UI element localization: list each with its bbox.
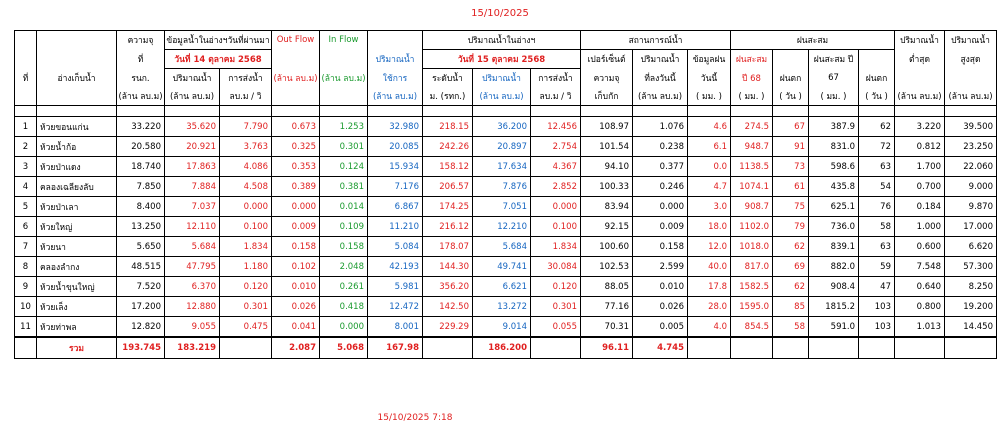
cell-crel: 0.000 [531,197,581,217]
header-row-4: (ล้าน ลบ.ม) (ล้าน ลบ.ม) ลบ.ม / วิ (ล้าน ลบ.ม) ม. (รทก.) (ล้าน ลบ.ม) ลบ.ม / วิ เก็บกัก (ล้าน ลบ.ม) ( มม. ) ( มม. ) ( วัน ) ( มม. ) ( วัน ) (ล้าน ลบ.ม) (ล้าน ลบ.ม) [15,87,997,106]
cell-pct: 101.54 [581,137,633,157]
table-row [15,197,997,217]
cell-r67: 1815.2 [809,297,859,317]
cell-cap: 20.580 [117,137,165,157]
cell-tin: 0.158 [633,237,688,257]
cell-cap: 18.740 [117,157,165,177]
cell-use: 7.176 [368,177,423,197]
cell-r68: 908.7 [731,197,773,217]
cell-d67: 72 [859,137,895,157]
cell-name: คลองเฉลียงลับ [37,177,117,197]
cell-no: 10 [15,297,37,317]
report-date: 15/10/2025 [471,8,529,19]
cell-pct: 102.53 [581,257,633,277]
table-row [15,217,997,237]
cell-d67: 76 [859,197,895,217]
cell-r68: 948.7 [731,137,773,157]
cell-min: 0.600 [895,237,945,257]
cell-lvl: 229.29 [423,317,473,338]
cell-name: ห้วยน้ำก้อ [37,137,117,157]
cell-min: 1.000 [895,217,945,237]
cell-out: 0.325 [272,137,320,157]
cell-pct: 108.97 [581,117,633,137]
cell-crel: 12.456 [531,117,581,137]
table-row [15,137,997,157]
cell-d68: 61 [773,177,809,197]
cell-pvol: 20.921 [165,137,220,157]
cell-tin: 0.010 [633,277,688,297]
table-row [15,317,997,338]
cell-prel: 1.180 [220,257,272,277]
cell-pvol: 12.880 [165,297,220,317]
cell-in: 0.158 [320,237,368,257]
cell-use: 32.980 [368,117,423,137]
cell-r68: 1138.5 [731,157,773,177]
cell-crel: 2.754 [531,137,581,157]
cell-cvol: 9.014 [473,317,531,338]
cell-max: 9.000 [945,177,997,197]
cell-name: ห้วยใหญ่ [37,217,117,237]
cell-r68: 1102.0 [731,217,773,237]
cell-pvol: 6.370 [165,277,220,297]
cell-crel: 0.120 [531,277,581,297]
cell-r67: 591.0 [809,317,859,338]
cell-rain: 40.0 [688,257,731,277]
cell-name: ห้วยนา [37,237,117,257]
cell-cvol: 36.200 [473,117,531,137]
cell-tin: 0.246 [633,177,688,197]
cell-cap: 8.400 [117,197,165,217]
cell-prel: 0.475 [220,317,272,338]
cell-in: 2.048 [320,257,368,277]
table-row [15,277,997,297]
cell-pvol: 17.863 [165,157,220,177]
cell-d68: 58 [773,317,809,338]
cell-use: 6.867 [368,197,423,217]
header-row-3: ที่ อ่างเก็บน้ำ รนก. ปริมาณน้ำ การส่งน้ำ (ล้าน ลบ.ม) (ล้าน ลบ.ม) ใช้การ ระดับน้ำ ปริมาณน้ำ การส่งน้ำ ความจุ ที่ลงวันนี้ วันนี้ ปี 68 ฝนตก 67 ฝนตก [15,69,997,88]
cell-r67: 908.4 [809,277,859,297]
cell-r68: 1582.5 [731,277,773,297]
cell-min: 1.013 [895,317,945,338]
total-row: รวม 193.745 183.219 2.087 5.068 167.98 186.200 96.11 4.745 [15,337,997,359]
cell-name: ห้วยขอนแก่น [37,117,117,137]
cell-r68: 1074.1 [731,177,773,197]
cell-min: 1.700 [895,157,945,177]
cell-use: 5.981 [368,277,423,297]
cell-min: 0.800 [895,297,945,317]
cell-min: 3.220 [895,117,945,137]
cell-crel: 0.055 [531,317,581,338]
cell-r68: 817.0 [731,257,773,277]
table-row [15,157,997,177]
cell-out: 0.000 [272,197,320,217]
cell-no: 6 [15,217,37,237]
cell-tin: 0.005 [633,317,688,338]
cell-rain: 12.0 [688,237,731,257]
cell-d67: 103 [859,317,895,338]
cell-crel: 4.367 [531,157,581,177]
cell-r68: 1018.0 [731,237,773,257]
cell-no: 3 [15,157,37,177]
footer-timestamp: 15/10/2025 7:18 [377,413,453,423]
cell-r67: 598.6 [809,157,859,177]
cell-no: 9 [15,277,37,297]
cell-prel: 0.120 [220,277,272,297]
cell-d67: 54 [859,177,895,197]
cell-r67: 435.8 [809,177,859,197]
cell-name: ห้วยป่าเลา [37,197,117,217]
cell-in: 0.261 [320,277,368,297]
cell-lvl: 158.12 [423,157,473,177]
cell-r67: 882.0 [809,257,859,277]
cell-pvol: 7.037 [165,197,220,217]
cell-tin: 1.076 [633,117,688,137]
cell-pct: 88.05 [581,277,633,297]
cell-pvol: 5.684 [165,237,220,257]
cell-min: 0.640 [895,277,945,297]
cell-d68: 62 [773,237,809,257]
cell-min: 0.184 [895,197,945,217]
cell-tin: 0.377 [633,157,688,177]
cell-out: 0.673 [272,117,320,137]
cell-max: 23.250 [945,137,997,157]
cell-max: 39.500 [945,117,997,137]
cell-d68: 67 [773,117,809,137]
cell-tin: 0.009 [633,217,688,237]
cell-max: 6.620 [945,237,997,257]
cell-crel: 1.834 [531,237,581,257]
cell-cvol: 49.741 [473,257,531,277]
cell-pct: 100.60 [581,237,633,257]
cell-pvol: 35.620 [165,117,220,137]
cell-in: 0.418 [320,297,368,317]
cell-in: 0.000 [320,317,368,338]
table-row [15,297,997,317]
cell-in: 0.124 [320,157,368,177]
cell-d67: 47 [859,277,895,297]
cell-r67: 625.1 [809,197,859,217]
cell-lvl: 174.25 [423,197,473,217]
cell-in: 0.109 [320,217,368,237]
cell-rain: 28.0 [688,297,731,317]
cell-tin: 2.599 [633,257,688,277]
cell-d68: 75 [773,197,809,217]
cell-name: คลองลำกง [37,257,117,277]
cell-cvol: 7.051 [473,197,531,217]
cell-r68: 1595.0 [731,297,773,317]
table-row [15,177,997,197]
cell-lvl: 218.15 [423,117,473,137]
cell-rain: 4.0 [688,317,731,338]
table-row [15,117,997,137]
cell-lvl: 242.26 [423,137,473,157]
table-row [15,257,997,277]
cell-prel: 4.086 [220,157,272,177]
cell-rain: 0.0 [688,157,731,177]
cell-tin: 0.000 [633,197,688,217]
cell-no: 1 [15,117,37,137]
cell-name: ห้วยเล็ง [37,297,117,317]
cell-min: 0.812 [895,137,945,157]
cell-lvl: 144.30 [423,257,473,277]
cell-d67: 62 [859,117,895,137]
cell-out: 0.102 [272,257,320,277]
cell-tin: 0.026 [633,297,688,317]
cell-name: ห้วยน้ำขุนใหญ่ [37,277,117,297]
cell-max: 22.060 [945,157,997,177]
cell-cvol: 5.684 [473,237,531,257]
cell-cap: 17.200 [117,297,165,317]
cell-rain: 3.0 [688,197,731,217]
cell-in: 0.381 [320,177,368,197]
cell-prel: 1.834 [220,237,272,257]
cell-r67: 736.0 [809,217,859,237]
cell-pct: 70.31 [581,317,633,338]
cell-d67: 103 [859,297,895,317]
cell-prel: 3.763 [220,137,272,157]
cell-no: 5 [15,197,37,217]
cell-d68: 85 [773,297,809,317]
cell-r68: 854.5 [731,317,773,338]
cell-pvol: 9.055 [165,317,220,338]
cell-out: 0.389 [272,177,320,197]
cell-prel: 4.508 [220,177,272,197]
cell-tin: 0.238 [633,137,688,157]
cell-pct: 94.10 [581,157,633,177]
cell-d68: 73 [773,157,809,177]
cell-out: 0.026 [272,297,320,317]
cell-d68: 69 [773,257,809,277]
cell-in: 0.301 [320,137,368,157]
cell-pvol: 47.795 [165,257,220,277]
table-body [15,117,997,338]
cell-r67: 839.1 [809,237,859,257]
cell-crel: 30.084 [531,257,581,277]
cell-out: 0.009 [272,217,320,237]
cell-lvl: 356.20 [423,277,473,297]
cell-use: 15.934 [368,157,423,177]
cell-no: 2 [15,137,37,157]
cell-d67: 58 [859,217,895,237]
cell-cvol: 6.621 [473,277,531,297]
cell-min: 0.700 [895,177,945,197]
cell-no: 7 [15,237,37,257]
cell-d68: 79 [773,217,809,237]
cell-cvol: 17.634 [473,157,531,177]
cell-use: 11.210 [368,217,423,237]
cell-max: 9.870 [945,197,997,217]
cell-cvol: 13.272 [473,297,531,317]
cell-pvol: 7.884 [165,177,220,197]
cell-prel: 0.100 [220,217,272,237]
cell-rain: 4.6 [688,117,731,137]
cell-d68: 62 [773,277,809,297]
cell-out: 0.353 [272,157,320,177]
cell-rain: 4.7 [688,177,731,197]
table-row [15,237,997,257]
cell-pct: 100.33 [581,177,633,197]
cell-d68: 91 [773,137,809,157]
cell-name: ห้วยป่าแดง [37,157,117,177]
cell-max: 8.250 [945,277,997,297]
cell-cvol: 7.876 [473,177,531,197]
cell-pvol: 12.110 [165,217,220,237]
cell-rain: 18.0 [688,217,731,237]
cell-cap: 7.520 [117,277,165,297]
cell-cap: 12.820 [117,317,165,338]
cell-pct: 77.16 [581,297,633,317]
cell-max: 17.000 [945,217,997,237]
cell-max: 19.200 [945,297,997,317]
cell-name: ห้วยท่าพล [37,317,117,338]
cell-no: 8 [15,257,37,277]
cell-r67: 387.9 [809,117,859,137]
cell-prel: 0.000 [220,197,272,217]
cell-max: 57.300 [945,257,997,277]
cell-out: 0.010 [272,277,320,297]
cell-lvl: 142.50 [423,297,473,317]
cell-lvl: 216.12 [423,217,473,237]
cell-cap: 48.515 [117,257,165,277]
cell-pct: 83.94 [581,197,633,217]
spacer-row [15,106,997,117]
cell-cap: 13.250 [117,217,165,237]
cell-cvol: 12.210 [473,217,531,237]
cell-no: 4 [15,177,37,197]
cell-use: 12.472 [368,297,423,317]
cell-d67: 63 [859,157,895,177]
cell-rain: 6.1 [688,137,731,157]
cell-lvl: 206.57 [423,177,473,197]
cell-out: 0.041 [272,317,320,338]
cell-crel: 0.100 [531,217,581,237]
cell-rain: 17.8 [688,277,731,297]
cell-cap: 7.850 [117,177,165,197]
cell-pct: 92.15 [581,217,633,237]
cell-d67: 59 [859,257,895,277]
cell-use: 5.084 [368,237,423,257]
cell-use: 8.001 [368,317,423,338]
cell-max: 14.450 [945,317,997,338]
reservoir-table [14,30,997,359]
cell-lvl: 178.07 [423,237,473,257]
cell-cap: 33.220 [117,117,165,137]
cell-in: 1.253 [320,117,368,137]
cell-out: 0.158 [272,237,320,257]
cell-r67: 831.0 [809,137,859,157]
cell-prel: 7.790 [220,117,272,137]
cell-prel: 0.301 [220,297,272,317]
cell-cvol: 20.897 [473,137,531,157]
cell-use: 42.193 [368,257,423,277]
cell-crel: 0.301 [531,297,581,317]
cell-r68: 274.5 [731,117,773,137]
cell-min: 7.548 [895,257,945,277]
cell-use: 20.085 [368,137,423,157]
cell-in: 0.014 [320,197,368,217]
header-row-1: ความจุ ข้อมูลน้ำในอ่างฯวันที่ผ่านมา Out Flow In Flow ปริมาณน้ำในอ่างฯ สถานการณ์น้ำ ฝนสะสม ปริมาณน้ำ ปริมาณน้ำ [15,31,997,50]
cell-no: 11 [15,317,37,338]
cell-cap: 5.650 [117,237,165,257]
cell-crel: 2.852 [531,177,581,197]
cell-d67: 63 [859,237,895,257]
header-row-2: ที่ วันที่ 14 ตุลาคม 2568 ปริมาณน้ำ วันที่ 15 ตุลาคม 2568 เปอร์เซ็นต์ ปริมาณน้ำ ข้อมูลฝน ฝนสะสม ฝนสะสม ปี ต่ำสุด สูงสุด [15,50,997,69]
